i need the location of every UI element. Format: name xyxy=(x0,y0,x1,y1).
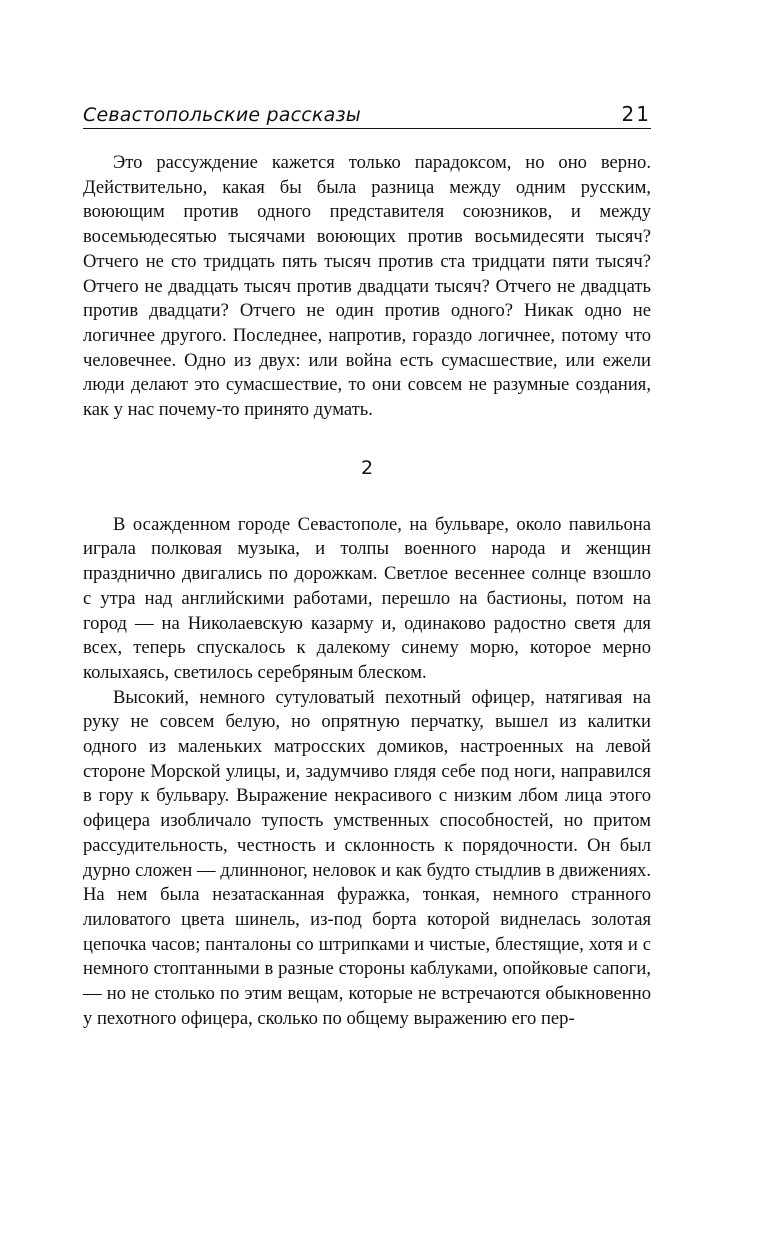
paragraph: В осажденном городе Севастополе, на бульваре, около павильона играла полковая музыка, и толпы военного народа и женщин празднично двигались по дорожкам. Светлое весеннее солнце взошло с утра над английскими работами, перешло на бастионы, потом на город — на Николаевскую казарму и, одинаково радостно светя для всех, теперь спускалось к далекому синему морю, которое мерно колыхаясь, светилось серебряным блеском. xyxy=(83,513,651,683)
book-page xyxy=(83,96,651,1032)
paragraph: Это рассуждение кажется только парадоксом, но оно верно. Действительно, какая бы была разница между одним русским, воюющим против одного представителя союзников, и между восемьюдесятью тысячами воюющих против восьмидесяти тысяч? Отчего не сто тридцать пять тысяч против ста тридцати пяти тысяч? Отчего не двадцать тысяч против двадцати тысяч? Отчего не двадцать против двадцати? Отчего не один против одного? Никак одно не логичнее другого. Последнее, напротив, гораздо логичнее, потому что человечнее. Одно из двух: или война есть сумасшествие, или ежели люди делают это сумасшествие, то они совсем не разумные создания, как у нас почему-то принято думать. xyxy=(83,152,651,421)
body-text xyxy=(83,151,651,1032)
running-title: Севастопольские рассказы xyxy=(83,104,361,126)
running-header xyxy=(83,96,651,129)
page-number: 21 xyxy=(621,102,651,126)
paragraph: Высокий, немного сутуловатый пехотный офицер, натягивая на руку не совсем белую, но опрятную перчатку, вышел из калитки одного из маленьких матросских домиков, настроенных на левой стороне Морской улицы, и, задумчиво глядя себе под ноги, направился в гору к бульвару. Выражение некрасивого с низким лбом лица этого офицера изобличало тупость умственных способностей, но притом рассудительность, честность и склонность к порядочности. Он был дурно сложен — длинноног, неловок и как будто стыдлив в движениях. На нем была незатасканная фуражка, тонкая, немного странного лиловатого цвета шинель, из-под борта которой виднелась золотая цепочка часов; панталоны со штрипками и чистые, блестящие, хотя и с немного стоптанными в разные стороны каблуками, опойковые сапоги, — но не столько по этим вещам, которые не встречаются обыкновенно у пехотного офицера, сколько по общему выражению его пер- xyxy=(83,686,651,1029)
section-number: 2 xyxy=(360,456,374,479)
